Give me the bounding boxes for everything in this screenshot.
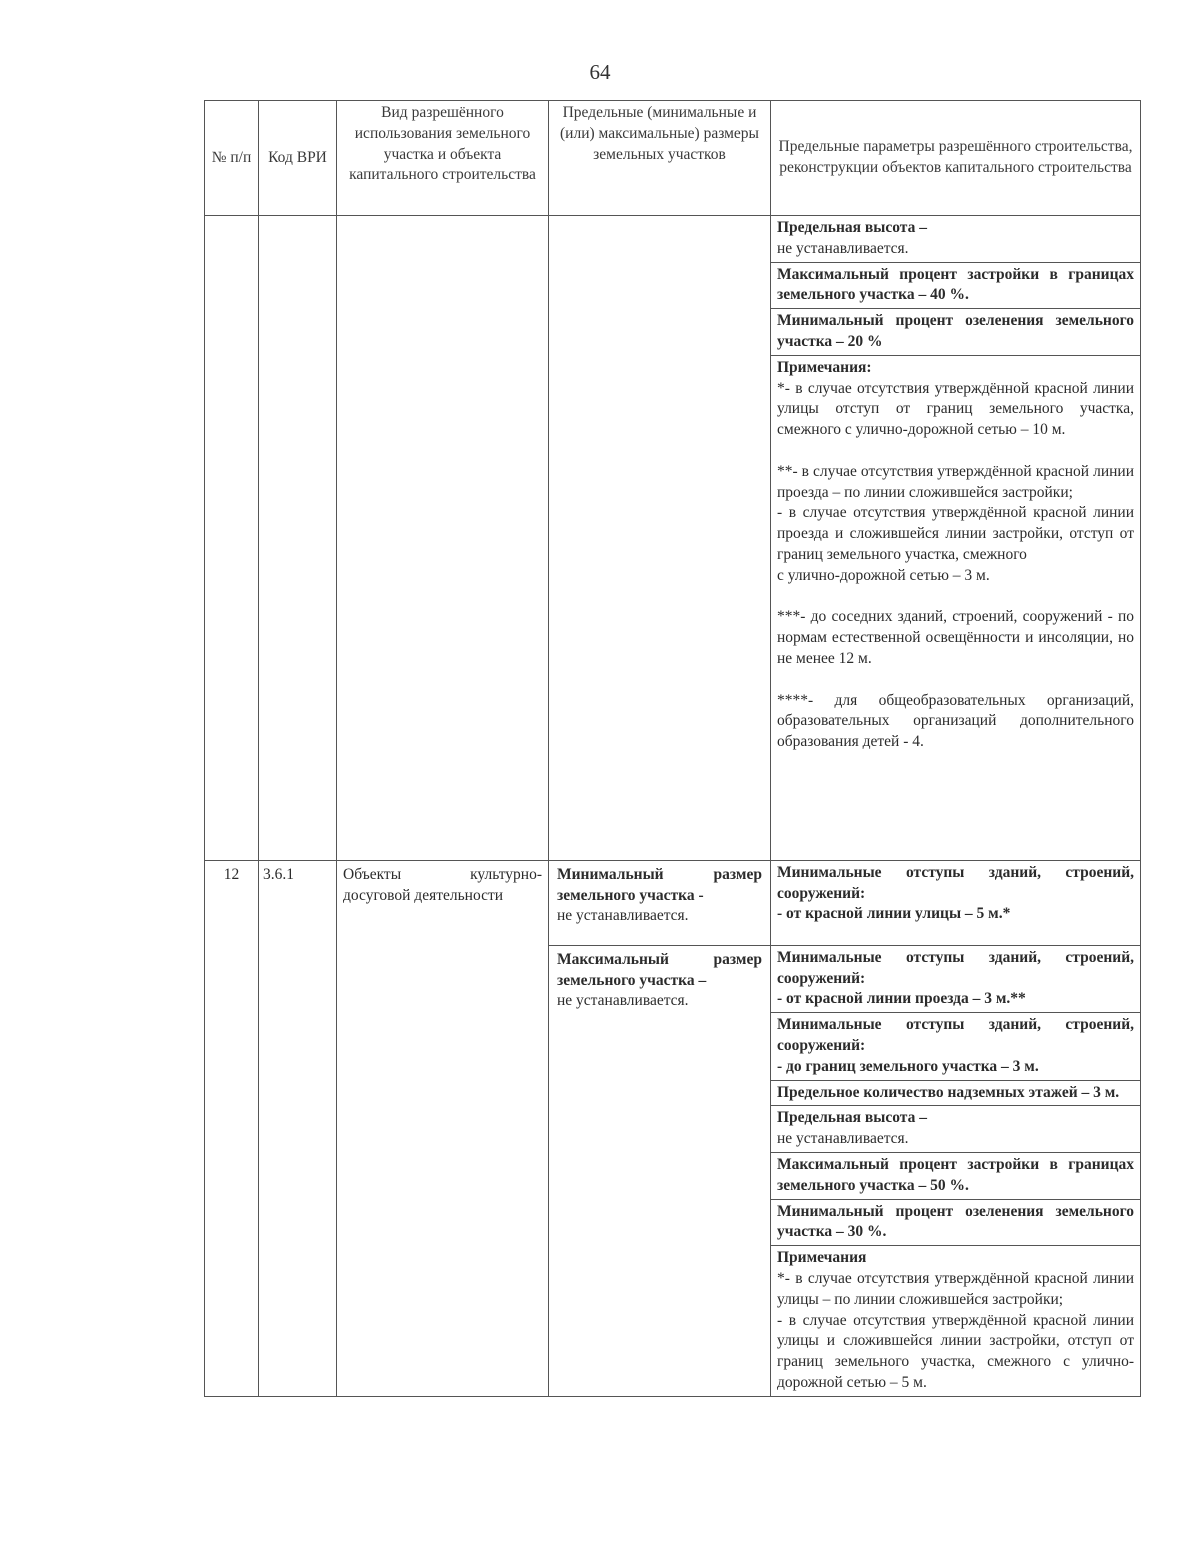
- cont-greening-cell: Минимальный процент озеленения земельного участка – 20 %: [771, 309, 1141, 356]
- row12-min-size-value: не устанавливается.: [557, 907, 689, 925]
- row12-notes-title: Примечания: [777, 1249, 867, 1267]
- row12-height-title: Предельная высота –: [777, 1109, 927, 1127]
- row12-notes-cell: [771, 1246, 1141, 1397]
- row12-setback-passage-cell: [771, 945, 1141, 1012]
- cont-note-1: *- в случае отсутствия утверждённой красной линии улицы отступ от границ земельного участка, смежного с улично-дорожной сетью – 10 м.: [777, 379, 1134, 439]
- cont-note-4: ****- для общеобразовательных организаций, образовательных организаций дополнительного образования детей - 4.: [777, 691, 1134, 751]
- row12-height-value: не устанавливается.: [777, 1130, 909, 1148]
- header-num: № п/п: [205, 101, 259, 216]
- row12-note-1: *- в случае отсутствия утверждённой красной линии улицы – по линии сложившейся застройки;: [777, 1269, 1134, 1308]
- row12-setback-street-value: - от красной линии улицы – 5 м.*: [777, 905, 1011, 923]
- row12-note-2: - в случае отсутствия утверждённой красной линии улицы и сложившейся линии застройки, отступ от границ земельного участка, смежного с улично-дорожной сетью – 5 м.: [777, 1311, 1134, 1391]
- header-use: Вид разрешённого использования земельного участка и объекта капитального строительства: [337, 101, 549, 216]
- row12-max-size-cell: [549, 945, 771, 1396]
- row12-min-size-cell: [549, 860, 771, 945]
- cont-height-title: Предельная высота –: [777, 219, 927, 236]
- row12-num: 12: [205, 860, 259, 1396]
- row12-setback-street-title: Минимальные отступы зданий, строений, сооружений:: [777, 863, 1134, 902]
- cont-use-cell: [337, 216, 549, 861]
- header-params: Предельные параметры разрешённого строительства, реконструкции объектов капитального строительства: [771, 101, 1141, 216]
- header-code: Код ВРИ: [259, 101, 337, 216]
- cont-height-value: не устанавливается.: [777, 239, 909, 257]
- row12-setback-boundary-cell: [771, 1013, 1141, 1080]
- cont-code-cell: [259, 216, 337, 861]
- row12-setback-street-cell: [771, 860, 1141, 945]
- row12-setback-boundary-title: Минимальные отступы зданий, строений, сооружений:: [777, 1016, 1134, 1054]
- cont-coverage-cell: Максимальный процент застройки в границах земельного участка – 40 %.: [771, 262, 1141, 309]
- header-row: [205, 101, 1141, 216]
- header-sizes: Предельные (минимальные и (или) максимальные) размеры земельных участков: [549, 101, 771, 216]
- row12-min-size-title: Минимальный размер земельного участка -: [557, 865, 762, 904]
- cont-note-2c: с улично-дорожной сетью – 3 м.: [777, 566, 990, 584]
- row12-code: 3.6.1: [259, 860, 337, 1396]
- row12-height-cell: [771, 1106, 1141, 1153]
- row12-max-size-title: Максимальный размер земельного участка –: [557, 950, 762, 989]
- table-row-12: [205, 860, 1141, 945]
- row12-use: Объекты культурно-досуговой деятельности: [337, 860, 549, 1396]
- cont-num-cell: [205, 216, 259, 861]
- page-number: 64: [589, 60, 611, 84]
- cont-note-2b: - в случае отсутствия утверждённой красной линии проезда и сложившейся линии застройки, отступ от границ земельного участка, смежного: [777, 504, 1134, 563]
- row12-setback-passage-value: - от красной линии проезда – 3 м.**: [777, 990, 1026, 1008]
- zoning-parameters-table: [204, 100, 1141, 1397]
- cont-note-2a: **- в случае отсутствия утверждённой красной линии проезда – по линии сложившейся застройки;: [777, 462, 1134, 501]
- row12-setback-boundary-value: - до границ земельного участка – 3 м.: [777, 1057, 1039, 1075]
- cont-note-3: ***- до соседних зданий, строений, сооружений - по нормам естественной освещённости и инсоляции, но не менее 12 м.: [777, 608, 1134, 667]
- row12-setback-passage-title: Минимальные отступы зданий, строений, сооружений:: [777, 948, 1134, 987]
- row12-greening-cell: Минимальный процент озеленения земельного участка – 30 %.: [771, 1199, 1141, 1246]
- row12-floors-cell: Предельное количество надземных этажей – 3 м.: [771, 1080, 1141, 1106]
- cont-height-cell: [771, 216, 1141, 263]
- cont-notes-cell: [771, 355, 1141, 860]
- continuation-row: [205, 216, 1141, 263]
- row12-coverage-cell: Максимальный процент застройки в границах земельного участка – 50 %.: [771, 1152, 1141, 1199]
- cont-size-cell: [549, 216, 771, 861]
- cont-notes-title: Примечания:: [777, 358, 872, 376]
- row12-max-size-value: не устанавливается.: [557, 992, 689, 1010]
